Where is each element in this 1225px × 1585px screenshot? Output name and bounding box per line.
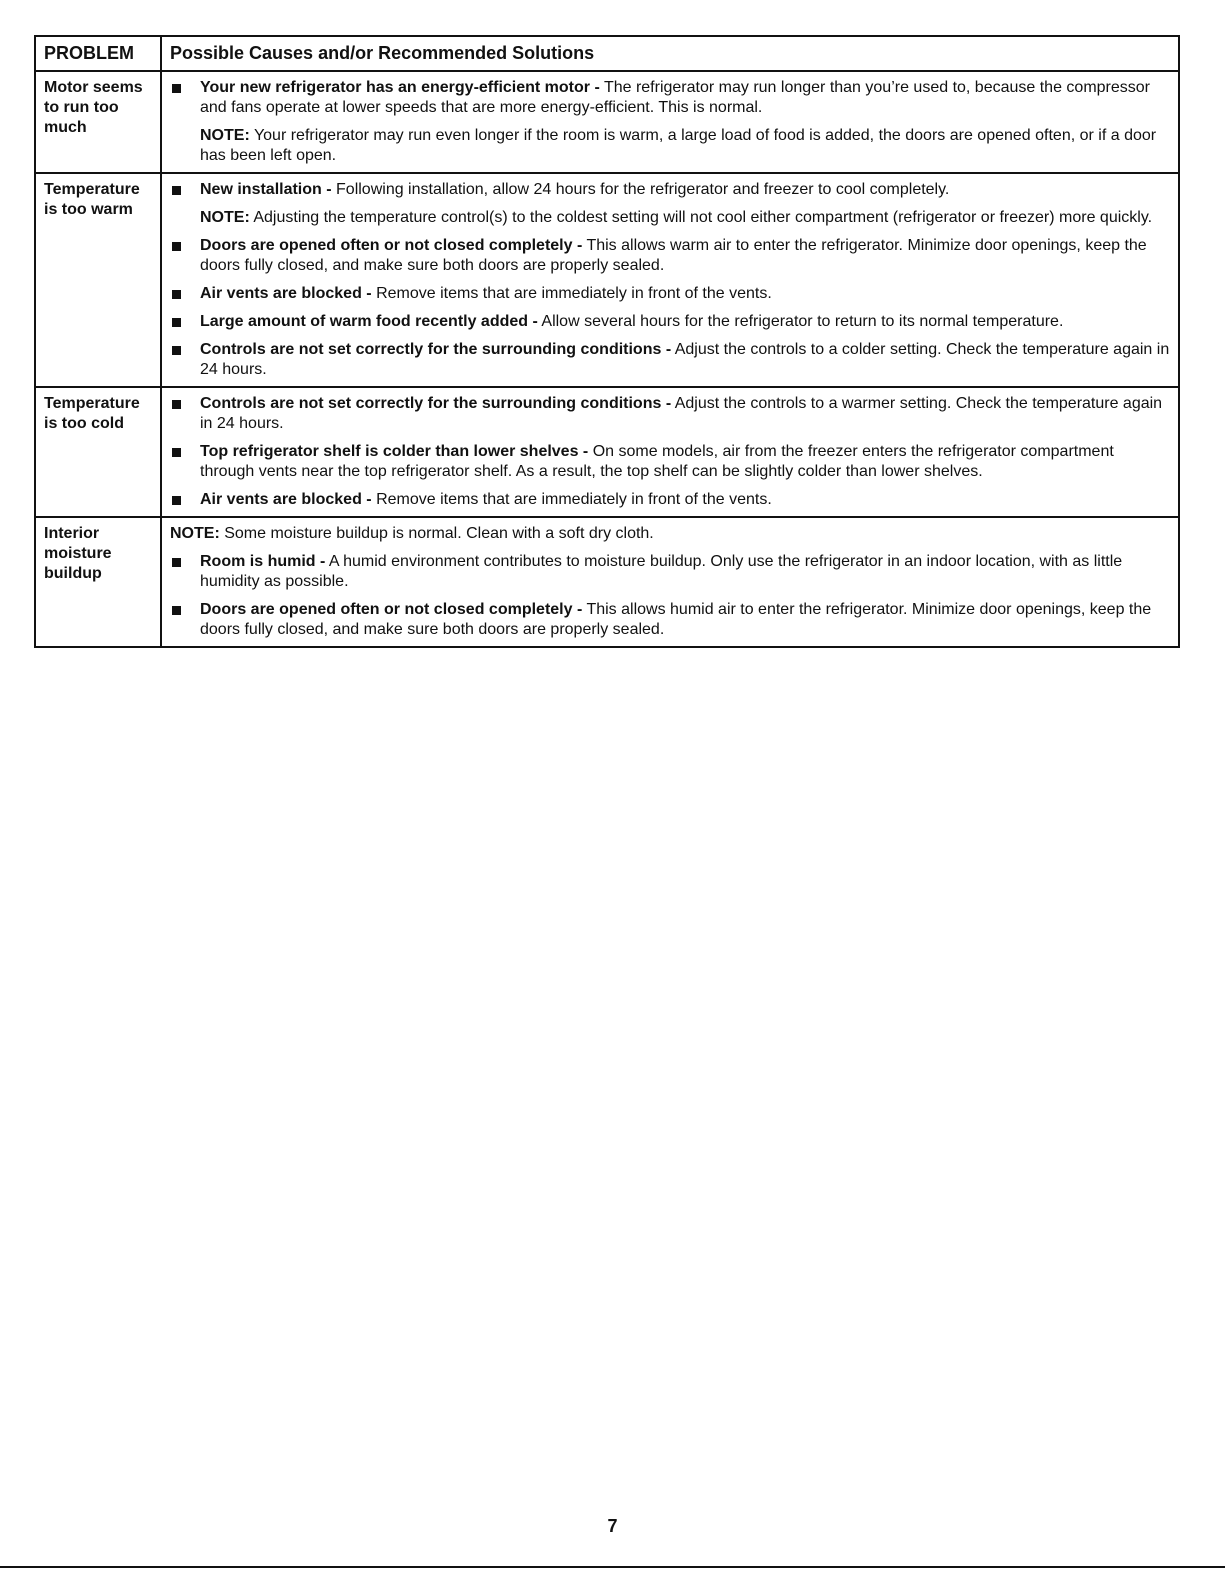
solution-item (170, 180, 1170, 200)
square-bullet-icon (172, 84, 181, 93)
note-label: NOTE: (200, 127, 250, 144)
solution-item (170, 552, 1170, 592)
table-header-row (35, 36, 1179, 71)
problem-cell: Interior moisture buildup (35, 517, 161, 647)
solutions-column-header: Possible Causes and/or Recommended Solutions (161, 36, 1179, 71)
solution-cell (161, 173, 1179, 387)
problem-column-header: PROBLEM (35, 36, 161, 71)
note-label: NOTE: (200, 209, 250, 226)
solution-item (170, 442, 1170, 482)
solution-item (170, 312, 1170, 332)
cause-title: Air vents are blocked - (200, 491, 372, 508)
cause-title: Your new refrigerator has an energy-efficient motor - (200, 79, 600, 96)
cause-title: Room is humid - (200, 553, 326, 570)
troubleshooting-table (34, 35, 1180, 648)
square-bullet-icon (172, 558, 181, 567)
cause-title: Doors are opened often or not closed completely - (200, 601, 583, 618)
note-text: Your refrigerator may run even longer if the room is warm, a large load of food is added, the doors are opened often, or if a door has been left open. (200, 127, 1157, 164)
problem-cell: Temperature is too warm (35, 173, 161, 387)
cause-title: Air vents are blocked - (200, 285, 372, 302)
solution-text: Adjust the controls to a warmer setting. Check the temperature again in 24 hours. (200, 395, 1163, 432)
solution-text: Following installation, allow 24 hours for the refrigerator and freezer to cool completely. (331, 181, 950, 198)
table-row (35, 173, 1179, 387)
problem-cell: Temperature is too cold (35, 387, 161, 517)
square-bullet-icon (172, 318, 181, 327)
cause-title: Top refrigerator shelf is colder than lower shelves - (200, 443, 589, 460)
square-bullet-icon (172, 400, 181, 409)
solution-text: On some models, air from the freezer enters the refrigerator compartment through vents near the top refrigerator shelf. As a result, the top shelf can be slightly colder than lower shelves. (200, 443, 1114, 480)
problem-cell: Motor seems to run too much (35, 71, 161, 173)
solution-text: Remove items that are immediately in front of the vents. (371, 491, 772, 508)
square-bullet-icon (172, 186, 181, 195)
solution-item (170, 236, 1170, 276)
cause-title: Controls are not set correctly for the surrounding conditions - (200, 341, 672, 358)
note-item (170, 524, 1170, 544)
cause-title: Large amount of warm food recently added - (200, 313, 538, 330)
solution-cell (161, 387, 1179, 517)
square-bullet-icon (172, 346, 181, 355)
cause-title: Controls are not set correctly for the surrounding conditions - (200, 395, 672, 412)
note-item (170, 126, 1170, 166)
page-number: 7 (607, 1516, 618, 1536)
note-text: Adjusting the temperature control(s) to the coldest setting will not cool either compartment (refrigerator or freezer) more quickly. (249, 209, 1153, 226)
note-text: Some moisture buildup is normal. Clean with a soft dry cloth. (219, 525, 654, 542)
square-bullet-icon (172, 448, 181, 457)
solution-text: This allows humid air to enter the refrigerator. Minimize door openings, keep the doors fully closed, and make sure both doors are properly sealed. (200, 601, 1152, 638)
solution-item (170, 394, 1170, 434)
solution-cell (161, 71, 1179, 173)
square-bullet-icon (172, 496, 181, 505)
note-label: NOTE: (170, 525, 220, 542)
solution-text: Remove items that are immediately in front of the vents. (371, 285, 772, 302)
square-bullet-icon (172, 606, 181, 615)
solution-item (170, 78, 1170, 118)
square-bullet-icon (172, 290, 181, 299)
solution-item (170, 284, 1170, 304)
table-row (35, 387, 1179, 517)
cause-title: Doors are opened often or not closed completely - (200, 237, 583, 254)
solution-text: Adjust the controls to a colder setting. Check the temperature again in 24 hours. (200, 341, 1170, 378)
note-item (170, 208, 1170, 228)
square-bullet-icon (172, 242, 181, 251)
table-body (35, 71, 1179, 647)
table-row (35, 71, 1179, 173)
solution-cell (161, 517, 1179, 647)
cause-title: New installation - (200, 181, 332, 198)
solution-text: Allow several hours for the refrigerator to return to its normal temperature. (537, 313, 1064, 330)
solution-text: The refrigerator may run longer than you’re used to, because the compressor and fans operate at lower speeds that are more energy-efficient. This is normal. (200, 79, 1150, 116)
table-row (35, 517, 1179, 647)
solution-item (170, 340, 1170, 380)
solution-item (170, 490, 1170, 510)
solution-item (170, 600, 1170, 640)
page-bottom-rule (0, 1566, 1225, 1568)
solution-text: A humid environment contributes to moisture buildup. Only use the refrigerator in an indoor location, with as little humidity as possible. (200, 553, 1123, 590)
solution-text: This allows warm air to enter the refrigerator. Minimize door openings, keep the doors fully closed, and make sure both doors are properly sealed. (200, 237, 1147, 274)
